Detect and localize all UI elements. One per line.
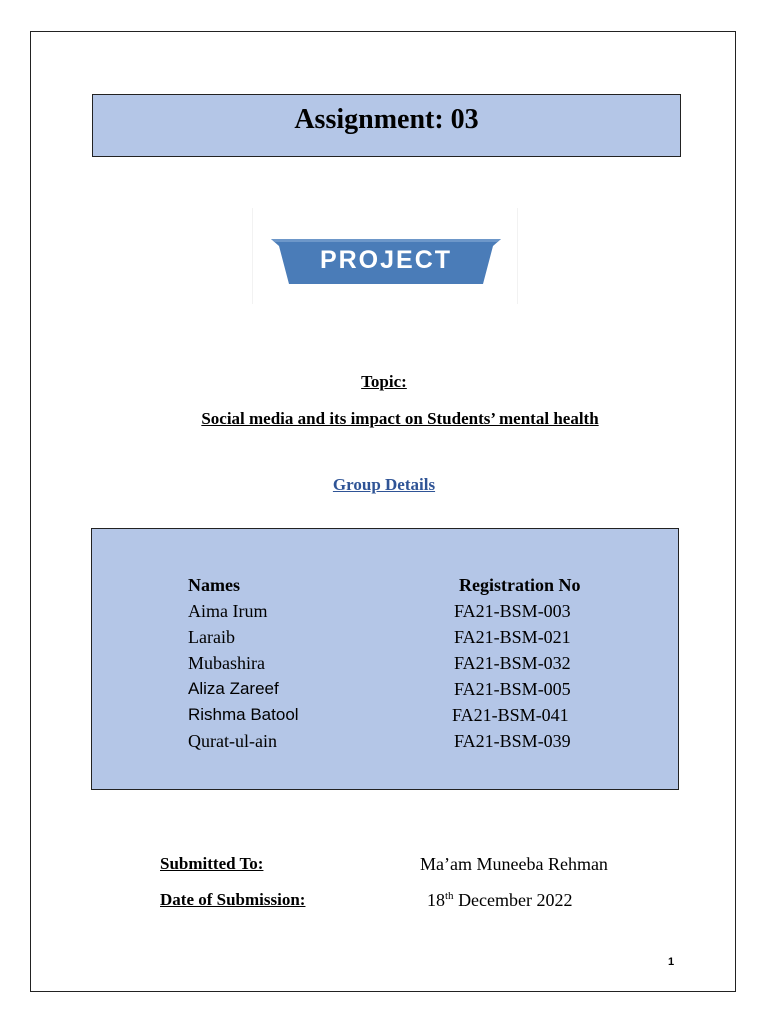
title-box (92, 94, 681, 157)
topic-text (0, 409, 768, 429)
member-reg: FA21-BSM-005 (454, 679, 571, 699)
date-suffix: th (445, 890, 454, 902)
topic-label (0, 372, 768, 392)
member-name: Laraib (188, 627, 235, 647)
member-reg: FA21-BSM-003 (454, 601, 571, 621)
group-details-heading (0, 475, 768, 495)
date-rest: December 2022 (453, 890, 573, 910)
member-reg: FA21-BSM-039 (454, 731, 571, 751)
member-name: Qurat-ul-ain (188, 731, 277, 751)
logo-text: PROJECT (319, 246, 453, 274)
member-reg: FA21-BSM-041 (452, 705, 569, 725)
page-number: 1 (668, 956, 675, 968)
project-banner-icon (271, 234, 501, 284)
member-name: Mubashira (188, 653, 265, 673)
assignment-title: Assignment: 03 (294, 104, 479, 135)
member-reg: FA21-BSM-032 (454, 653, 571, 673)
page-border (30, 31, 736, 992)
member-name: Rishma Batool (188, 705, 299, 724)
date-of-submission-value (427, 890, 573, 911)
member-name: Aima Irum (188, 601, 268, 621)
names-column-header: Names (188, 575, 240, 595)
project-logo (252, 208, 518, 304)
group-heading-text: Group Details (332, 475, 436, 494)
topic-title: Social media and its impact on Students’ mental health (201, 409, 599, 428)
registration-column-header: Registration No (459, 575, 581, 595)
group-details-box (91, 528, 679, 790)
member-reg: FA21-BSM-021 (454, 627, 571, 647)
topic-label-text: Topic: (361, 372, 407, 391)
submitted-to-value: Ma’am Muneeba Rehman (420, 854, 608, 874)
member-name: Aliza Zareef (188, 679, 279, 698)
date-day: 18 (427, 890, 445, 910)
submitted-to-label: Submitted To: (160, 854, 264, 873)
date-of-submission-label: Date of Submission: (160, 890, 306, 909)
